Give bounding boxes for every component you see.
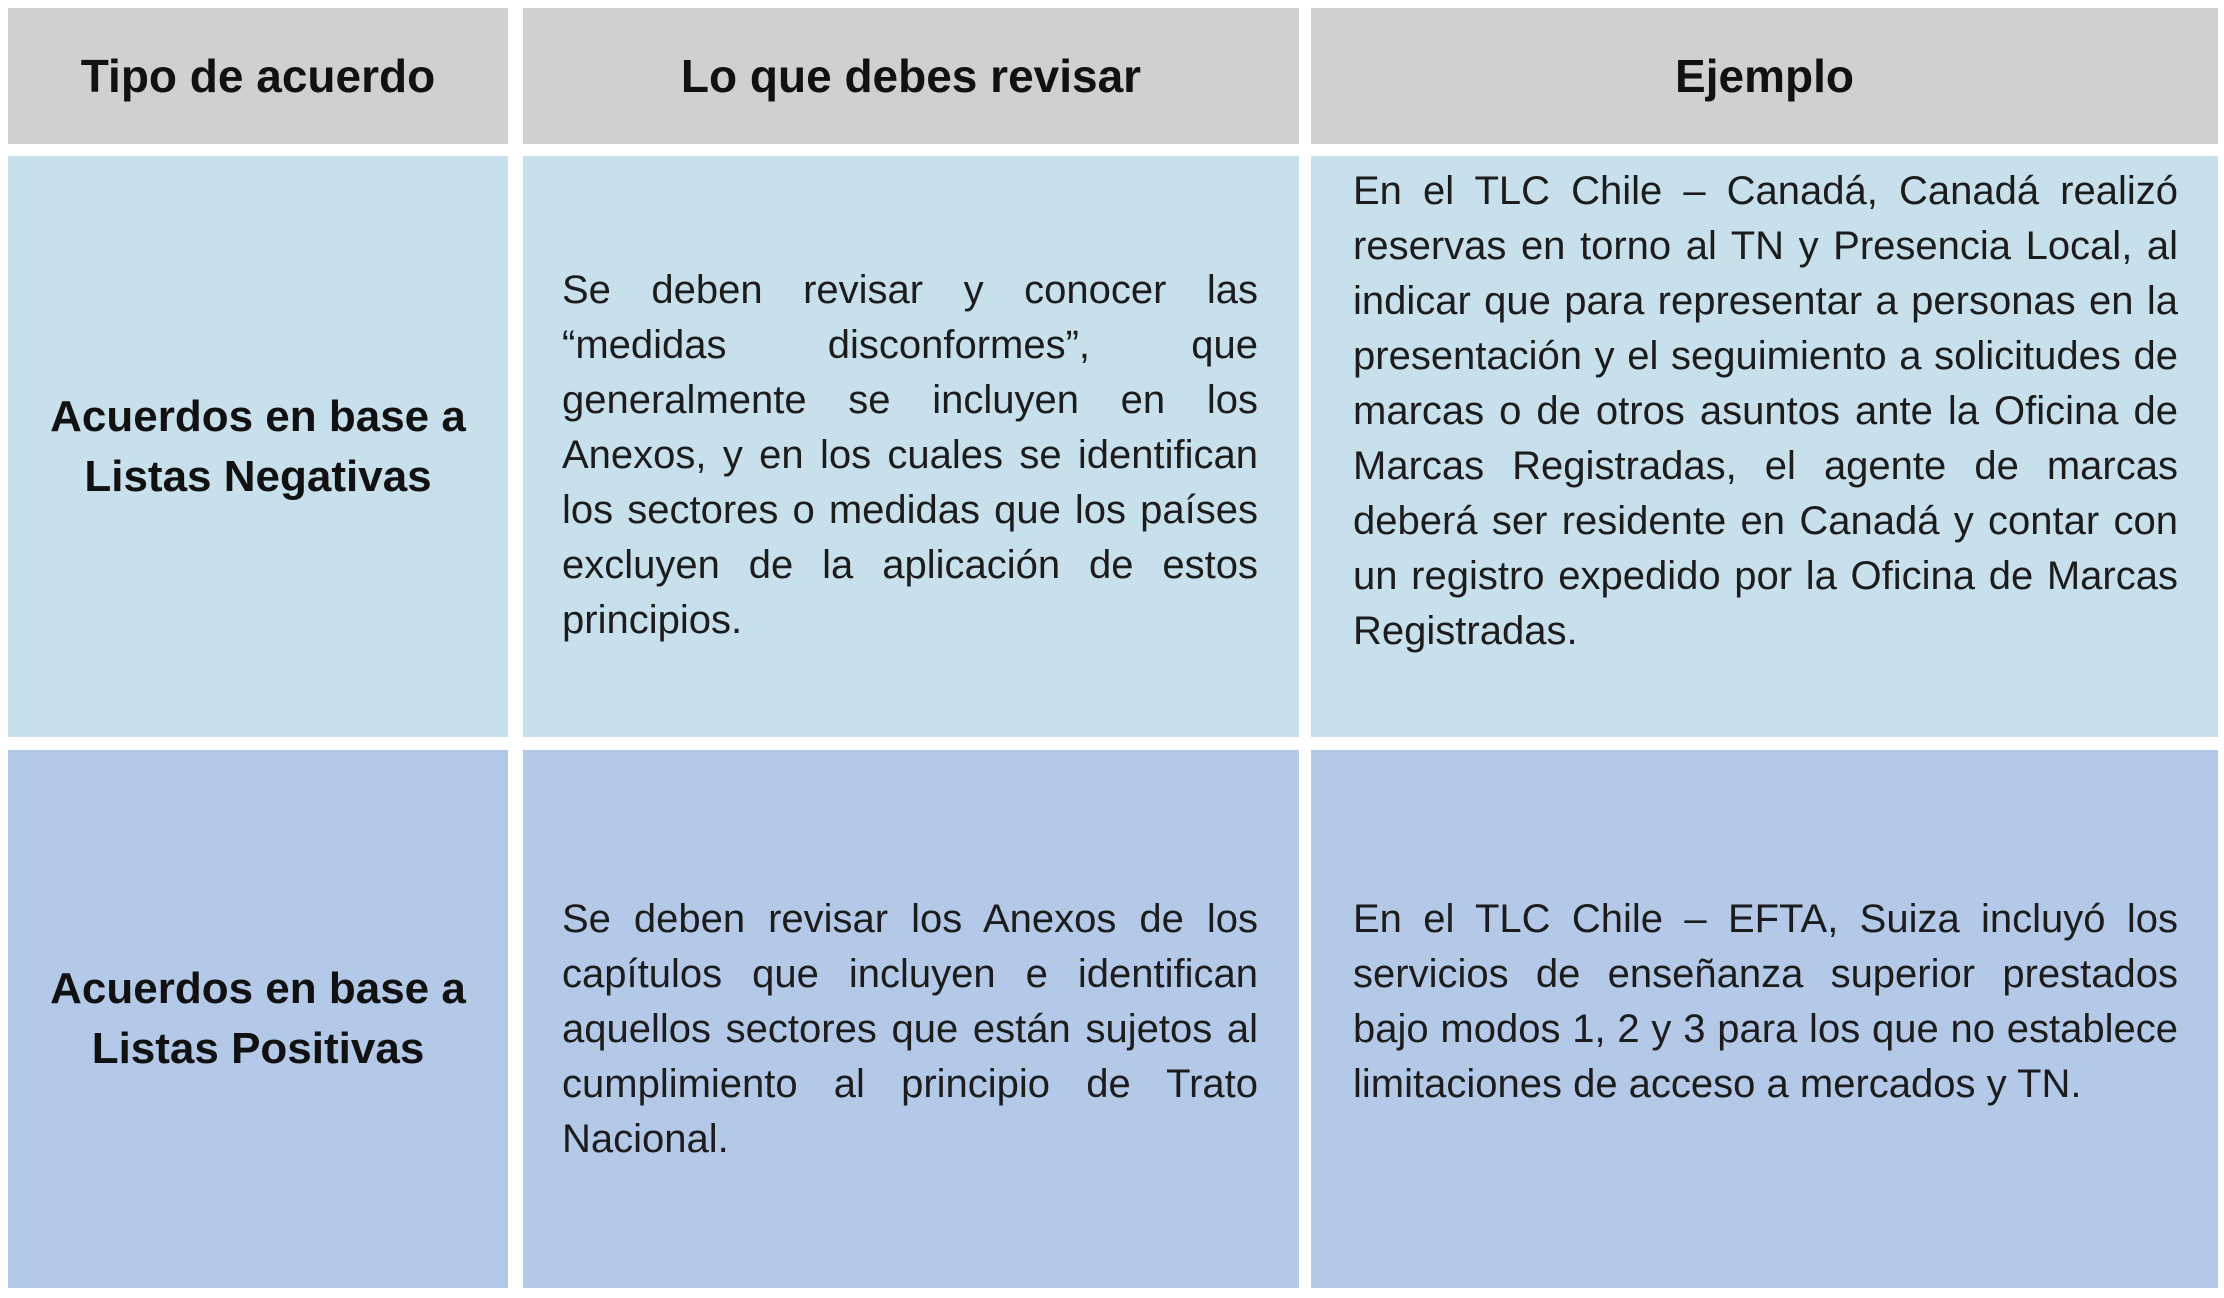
row2-tipo-label: Acuerdos en base a Listas Positivas	[50, 964, 466, 1073]
row1-revisar-cell	[523, 156, 1299, 737]
header-label: Tipo de acuerdo	[80, 50, 436, 102]
header-ejemplo	[1311, 8, 2218, 144]
row1-ejemplo-text: En el TLC Chile – Canadá, Canadá realizó reservas en torno al TN y Presencia Local, al indicar que para representar a personas en la presentación y el seguimiento a solicitudes de marcas o de otros asuntos ante la Oficina de Marcas Registradas, el agente de marcas deberá ser residente en Canadá y contar con un registro expedido por la Oficina de Marcas Registradas.	[1353, 169, 2178, 653]
row2-revisar-text: Se deben revisar los Anexos de los capítulos que incluyen e identifican aquellos sectores que están sujetos al cumplimiento al principio de Trato Nacional.	[562, 897, 1258, 1161]
header-label: Ejemplo	[1675, 50, 1854, 102]
row1-revisar-text: Se deben revisar y conocer las “medidas disconformes”, que generalmente se incluyen en los Anexos, y en los cuales se identifican los sectores o medidas que los países excluyen de la aplicación de estos principios.	[562, 268, 1258, 642]
row1-tipo-label: Acuerdos en base a Listas Negativas	[50, 391, 466, 501]
row1-ejemplo-cell	[1311, 156, 2218, 737]
row1-tipo-cell	[8, 156, 508, 737]
row2-tipo-cell	[8, 750, 508, 1288]
row2-ejemplo-text: En el TLC Chile – EFTA, Suiza incluyó los servicios de enseñanza superior prestados bajo modos 1, 2 y 3 para los que no establece limitaciones de acceso a mercados y TN.	[1353, 897, 2178, 1106]
header-label: Lo que debes revisar	[680, 50, 1142, 102]
row2-ejemplo-cell	[1311, 750, 2218, 1288]
header-lo-que-debes-revisar	[523, 8, 1299, 144]
header-tipo-de-acuerdo	[8, 8, 508, 144]
row2-revisar-cell	[523, 750, 1299, 1288]
